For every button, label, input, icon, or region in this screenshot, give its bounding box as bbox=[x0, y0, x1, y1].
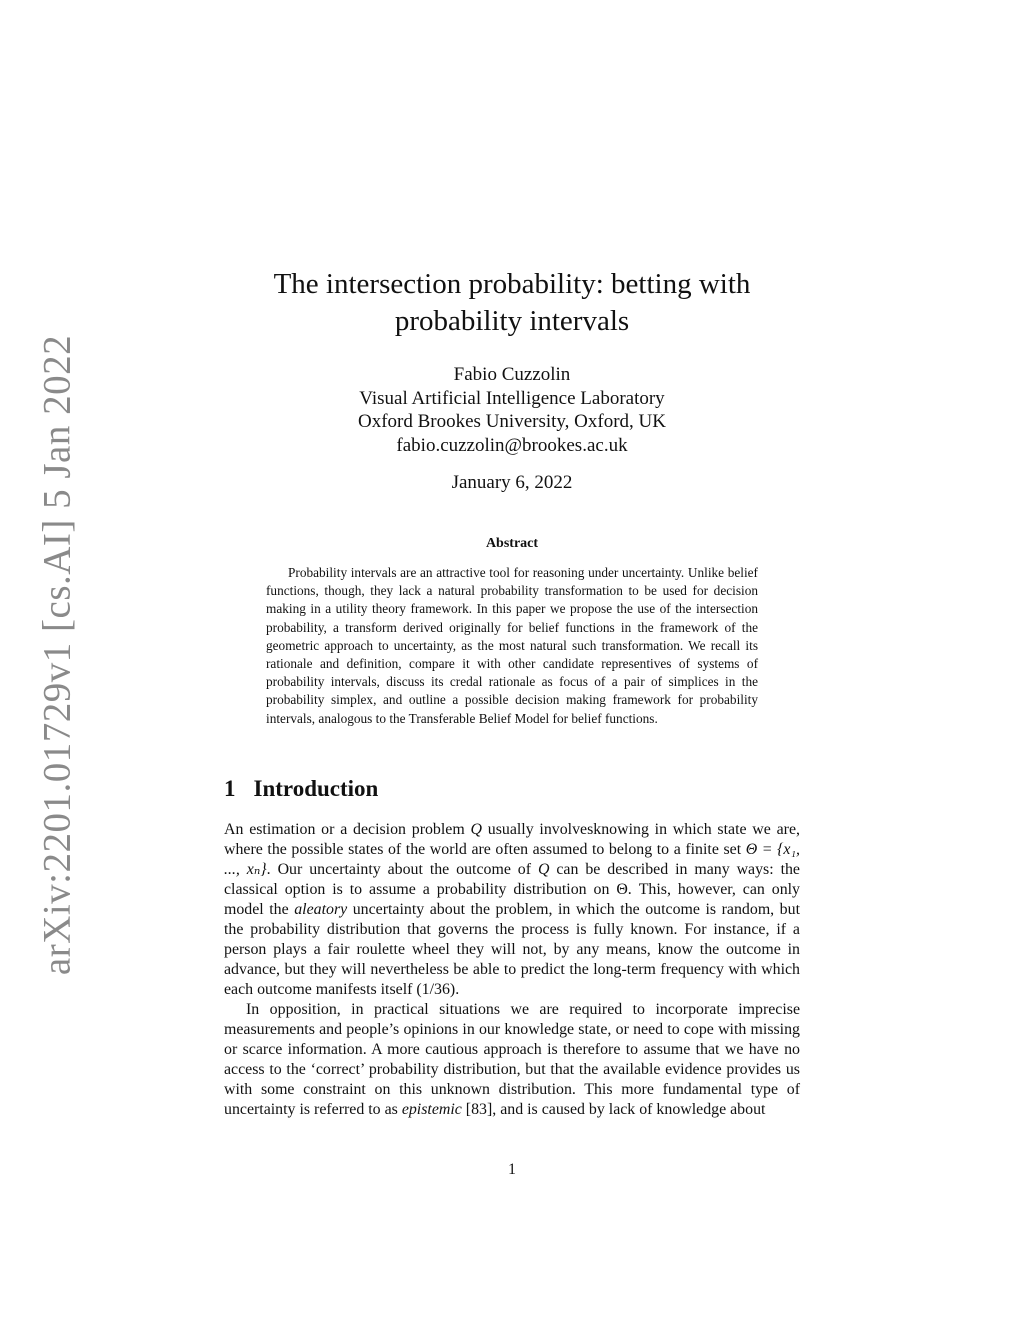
abstract-heading: Abstract bbox=[485, 536, 539, 551]
paragraph-1-text: uncertainty about the problem, in which the outcome is random, but the probability distribution that governs the process is fully known. For instance, if a person plays a fair roulette wheel they will not, by any means, know the outcome in advance, but they will nevertheless be able to predict the long-term frequency with which each outcome manifests itself (1/36). bbox=[224, 901, 800, 998]
author-name: Fabio Cuzzolin bbox=[453, 364, 571, 385]
math-q: Q bbox=[470, 821, 482, 838]
paragraph-1-text: can be described in many ways: the classical option is to assume a probability distribution on Θ. This, however, can only model the bbox=[224, 861, 800, 918]
abstract-text: Probability intervals are an attractive tool for reasoning under uncertainty. Unlike belief functions, though, they lack a natural probability transformation to be used for decision making in a utility theory framework. In this paper we propose the use of the intersection probability, a transform derived originally for belief functions in the framework of the geometric approach to uncertainty, as the most natural such transformation. We recall its rationale and definition, compare it with other candidate representives of systems of probability intervals, discuss its credal rationale as focus of a pair of simplices in the probability simplex, and outline a possible decision making framework for probability intervals, analogous to the Transferable Belief Model for belief functions. bbox=[266, 565, 758, 726]
section-title: Introduction bbox=[253, 776, 379, 801]
emphasis-epistemic: epistemic bbox=[401, 1101, 462, 1118]
paper-title: The intersection probability: betting with probability intervals bbox=[273, 268, 751, 337]
author-block bbox=[224, 363, 800, 457]
arxiv-identifier-stamp: arXiv:2201.01729v1 [cs.AI] 5 Jan 2022 bbox=[35, 334, 79, 976]
body-text bbox=[224, 820, 800, 1120]
section-heading bbox=[224, 776, 378, 802]
emphasis-aleatory: aleatory bbox=[294, 901, 348, 918]
author-university: Oxford Brookes University, Oxford, UK bbox=[358, 411, 666, 432]
paragraph-2-text: [83], and is caused by lack of knowledge about bbox=[461, 1101, 766, 1118]
paragraph-2-text: In opposition, in practical situations we are required to incorporate imprecise measurements and people’s opinions in our knowledge state, or need to cope with missing or scarce information. A more cautious approach is therefore to assume that we have no access to the ‘correct’ probability distribution, but that the available evidence provides us with some constraint on this unknown distribution. This more fundamental type of uncertainty is referred to as bbox=[224, 1001, 800, 1118]
paragraph-2 bbox=[224, 1000, 800, 1120]
math-q: Q bbox=[537, 861, 550, 878]
author-lab: Visual Artificial Intelligence Laboratory bbox=[359, 387, 665, 409]
paragraph-1-text: usually involvesknowing in which state we are, where the possible states of the world are often assumed to belong to a finite set bbox=[224, 821, 800, 858]
paragraph-1 bbox=[224, 820, 800, 1000]
math-theta-set: Θ = {x₁, ..., xₙ} bbox=[224, 841, 800, 878]
paragraph-1-text: . Our uncertainty about the outcome of bbox=[266, 861, 538, 878]
paragraph-1-text: An estimation or a decision problem bbox=[224, 821, 471, 838]
paper-date: January 6, 2022 bbox=[451, 472, 573, 493]
section-number: 1 bbox=[224, 776, 236, 801]
page-number: 1 bbox=[508, 1161, 516, 1178]
author-email: fabio.cuzzolin@brookes.ac.uk bbox=[396, 434, 628, 456]
